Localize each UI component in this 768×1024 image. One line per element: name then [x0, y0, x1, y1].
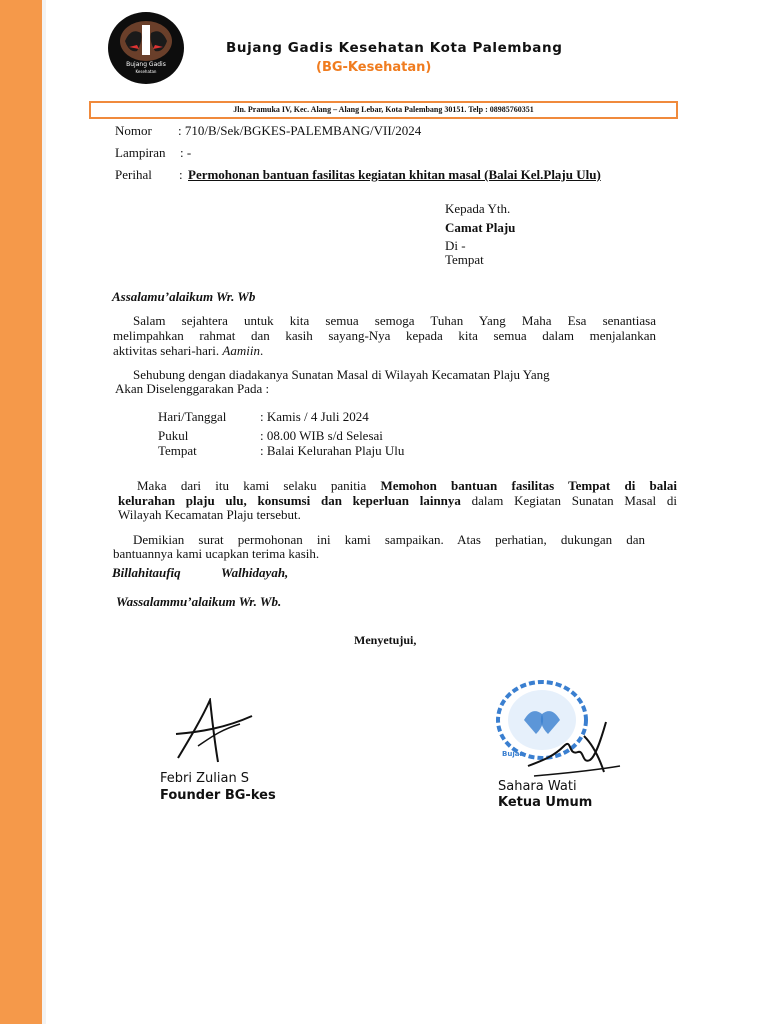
recipient-di: Di -	[445, 238, 466, 253]
lampiran-value: : -	[180, 145, 192, 160]
paragraph-1-text: aktivitas sehari-hari.	[113, 343, 223, 358]
closing-billahitaufiq: Billahitaufiq	[112, 565, 181, 580]
detail-value-time: : 08.00 WIB s/d Selesai	[260, 428, 383, 443]
signature-chairman	[524, 716, 624, 780]
detail-label-place: Tempat	[158, 443, 197, 458]
paragraph-2-line-2: Akan Diselenggarakan Pada :	[115, 381, 270, 396]
lampiran-label: Lampiran	[115, 145, 166, 160]
perihal-colon: :	[179, 167, 183, 182]
paragraph-1-line-1: Salam sejahtera untuk kita semua semoga Tuhan Yang Maha Esa senantiasa	[133, 313, 656, 328]
organization-name: Bujang Gadis Kesehatan Kota Palembang	[226, 40, 563, 56]
paragraph-3-bold-1: Memohon bantuan fasilitas Tempat di balai	[380, 478, 677, 493]
paragraph-1-line-3	[113, 343, 263, 358]
detail-label-time: Pukul	[158, 428, 189, 443]
organization-logo	[107, 11, 185, 85]
paragraph-3-line-3: Wilayah Kecamatan Plaju tersebut.	[118, 507, 301, 522]
signature-founder	[170, 698, 260, 768]
signer-1-title: Founder BG-kes	[160, 788, 276, 803]
recipient-name: Camat Plaju	[445, 220, 516, 235]
perihal-value: Permohonan bantuan fasilitas kegiatan khitan masal (Balai Kel.Plaju Ulu)	[188, 167, 601, 182]
signer-1-name: Febri Zulian S	[160, 771, 250, 786]
paragraph-4-line-2: bantuannya kami ucapkan terima kasih.	[113, 546, 320, 561]
approval-label: Menyetujui,	[354, 633, 417, 647]
organization-abbreviation: (BG-Kesehatan)	[316, 60, 432, 75]
paragraph-3-bold-2: kelurahan plaju ulu, konsumsi dan keperluan lainnya	[118, 493, 461, 508]
detail-value-place: : Balai Kelurahan Plaju Ulu	[260, 443, 405, 458]
svg-text:Kesehatan: Kesehatan	[135, 69, 157, 74]
paragraph-4-line-1: Demikian surat permohonan ini kami sampaikan. Atas perhatian, dukungan dan	[133, 532, 645, 547]
paragraph-1-line-2: melimpahkan rahmat dan kasih sayang-Nya kepada kita semua dalam menjalankan	[113, 328, 656, 343]
nomor-value: : 710/B/Sek/BGKES-PALEMBANG/VII/2024	[178, 123, 422, 138]
paragraph-2-line-1: Sehubung dengan diadakanya Sunatan Masal di Wilayah Kecamatan Plaju Yang	[133, 367, 550, 382]
detail-value-date: : Kamis / 4 Juli 2024	[260, 409, 369, 424]
svg-text:Bujan: Bujan	[502, 750, 525, 758]
recipient-place: Tempat	[445, 252, 484, 267]
decorative-side-stripe	[0, 0, 42, 1024]
paragraph-3-line-2	[118, 493, 677, 508]
signer-2-title: Ketua Umum	[498, 795, 593, 810]
paragraph-3-text: Maka dari itu kami selaku panitia	[137, 478, 381, 493]
paragraph-1-aamiin: Aamiin	[222, 343, 260, 358]
recipient-salutation: Kepada Yth.	[445, 201, 511, 216]
detail-label-date: Hari/Tanggal	[158, 409, 227, 424]
closing-walhidayah: Walhidayah,	[221, 565, 289, 580]
greeting: Assalamu’alaikum Wr. Wb	[112, 289, 256, 304]
perihal-label: Perihal	[115, 167, 152, 182]
stripe-divider	[42, 0, 46, 1024]
signer-2-name: Sahara Wati	[498, 779, 577, 794]
paragraph-1-period: .	[259, 343, 264, 358]
address-bar: Jln. Pramuka IV, Kec. Alang – Alang Lebar, Kota Palembang 30151. Telp : 08985760351	[89, 101, 678, 119]
svg-text:Bujang Gadis: Bujang Gadis	[126, 61, 166, 68]
paragraph-3-text-2: dalam Kegiatan Sunatan Masal di	[460, 493, 677, 508]
paragraph-3-line-1	[137, 478, 677, 493]
closing-wassalam: Wassalammu’alaikum Wr. Wb.	[116, 594, 282, 609]
nomor-label: Nomor	[115, 123, 152, 138]
